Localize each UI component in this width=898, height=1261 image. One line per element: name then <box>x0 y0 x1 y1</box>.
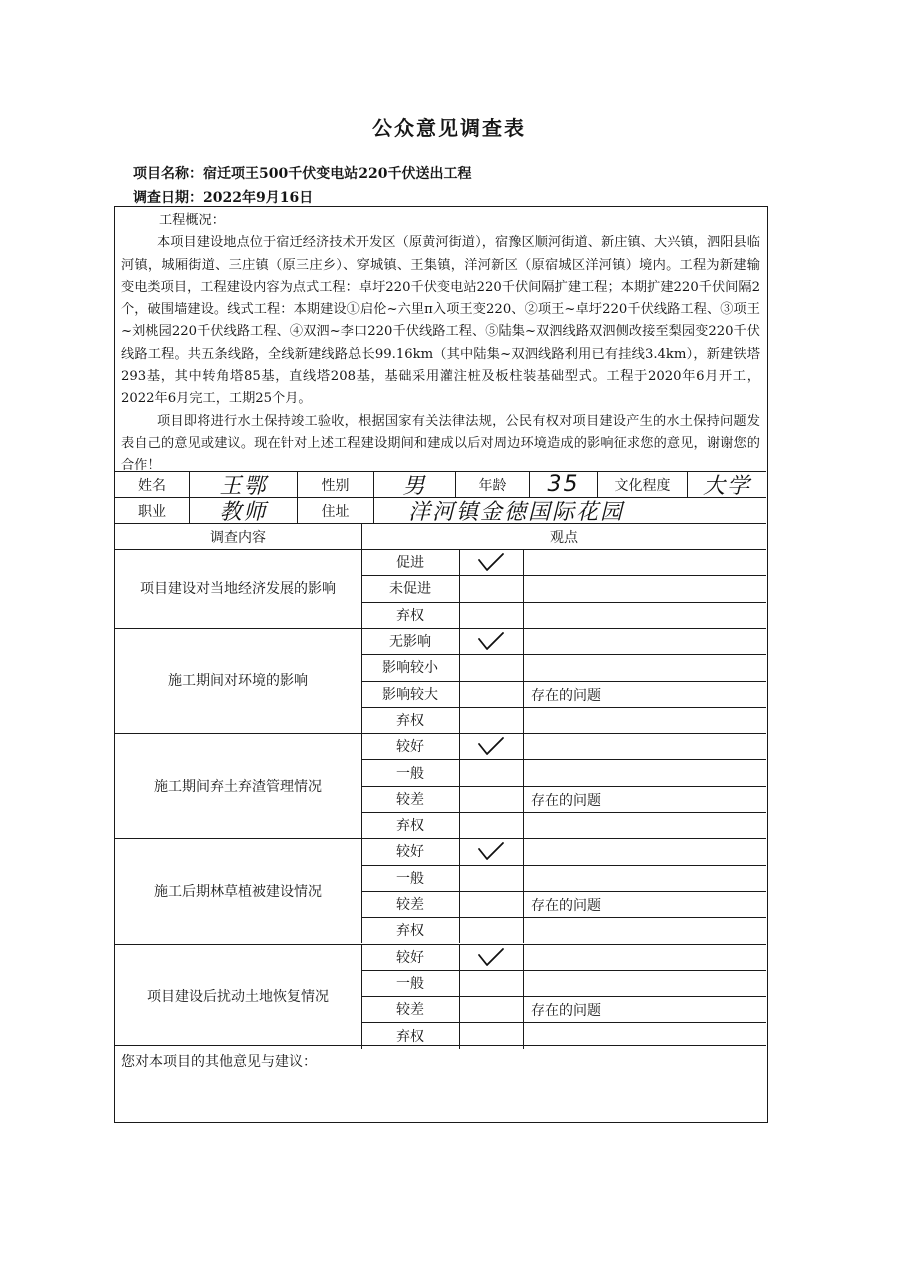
option-label: 促进 <box>396 555 424 572</box>
issue-label: 存在的问题 <box>531 687 601 704</box>
gender-label: 性别 <box>297 472 373 497</box>
option-label: 较好 <box>396 844 424 861</box>
project-name-label: 项目名称： <box>133 166 203 182</box>
option-label: 一般 <box>396 975 424 992</box>
option-checkbox[interactable] <box>459 865 523 891</box>
gender-value[interactable]: 男 <box>373 472 455 497</box>
option-checkbox[interactable] <box>459 891 523 917</box>
survey-question: 项目建设后扰动土地恢复情况 <box>147 989 329 1006</box>
option-checkbox[interactable] <box>459 759 523 785</box>
option-label: 一般 <box>396 870 424 887</box>
address-value[interactable]: 洋河镇金徳国际花园 <box>373 498 766 523</box>
option-checkbox[interactable] <box>459 838 523 864</box>
option-checkbox[interactable] <box>459 628 523 654</box>
survey-question: 项目建设对当地经济发展的影响 <box>140 581 336 598</box>
survey-date: 2022年9月16日 <box>203 190 314 206</box>
option-label: 未促进 <box>389 581 431 598</box>
checkmark-icon <box>476 735 506 757</box>
option-checkbox[interactable] <box>459 707 523 733</box>
project-overview <box>115 207 766 474</box>
checkmark-icon <box>476 840 506 862</box>
table-header-row <box>115 523 766 549</box>
option-label: 影响较小 <box>382 660 438 677</box>
survey-question: 施工后期林草植被建设情况 <box>154 883 322 900</box>
occupation-label: 职业 <box>138 503 166 520</box>
option-checkbox[interactable] <box>459 812 523 838</box>
issue-label: 存在的问题 <box>531 1003 601 1020</box>
option-checkbox[interactable] <box>459 575 523 601</box>
checkmark-icon <box>476 946 506 968</box>
checkmark-icon <box>476 630 506 652</box>
project-name-line <box>133 163 471 183</box>
survey-question: 施工期间弃土弃渣管理情况 <box>154 778 322 795</box>
option-checkbox[interactable] <box>459 944 523 970</box>
option-label: 一般 <box>396 765 424 782</box>
address-label: 住址 <box>297 498 373 523</box>
overview-paragraph-1: 本项目建设地点位于宿迁经济技术开发区（原黄河街道），宿豫区顺河街道、新庄镇、大兴镇，泗阳县临河镇，城厢街道、三庄镇（原三庄乡）、穿城镇、王集镇，洋河新区（原宿城区洋河镇）境内。工程为新建输变电类项目，工程建设内容为点式工程：卓圩220千伏变电站220千伏间隔扩建工程；本期扩建220千伏间隔2个，破围墙建设。线式工程：本期建设①启伦~六里π入项王变220、②项王~卓圩220千伏线路工程、③项王~刘桃园220千伏线路工程、④双泗~李口220千伏线路工程、⑤陆集~双泗线路双泗侧改接至梨园变220千伏线路工程。共五条线路，全线新建线路总长99.16km（其中陆集~双泗线路利用已有挂线3.4km），新建铁塔293基，其中转角塔85基，直线塔208基，基础采用灌注桩及板柱装基础型式。工程于2020年6月开工，2022年6月完工，工期25个月。 <box>121 235 760 407</box>
option-checkbox[interactable] <box>459 602 523 628</box>
column-divider <box>523 549 524 628</box>
option-checkbox[interactable] <box>459 1022 523 1048</box>
option-label: 较好 <box>396 739 424 756</box>
option-checkbox[interactable] <box>459 786 523 812</box>
option-label: 弃权 <box>396 607 424 624</box>
option-checkbox[interactable] <box>459 681 523 707</box>
occupation-value[interactable]: 教师 <box>189 498 297 523</box>
survey-form <box>114 206 768 1123</box>
option-checkbox[interactable] <box>459 996 523 1022</box>
name-label: 姓名 <box>138 477 166 494</box>
option-label: 无影响 <box>389 634 431 651</box>
option-checkbox[interactable] <box>459 654 523 680</box>
header-opinion: 观点 <box>361 524 766 549</box>
option-label: 弃权 <box>396 1028 424 1045</box>
option-label: 较差 <box>396 791 424 808</box>
option-label: 较差 <box>396 1002 424 1019</box>
option-label: 影响较大 <box>382 686 438 703</box>
header-content: 调查内容 <box>210 529 266 546</box>
project-name: 宿迁项王500千伏变电站220千伏送出工程 <box>203 166 472 182</box>
option-checkbox[interactable] <box>459 733 523 759</box>
respondent-row-1 <box>115 471 766 497</box>
option-label: 弃权 <box>396 712 424 729</box>
overview-paragraph-2: 项目即将进行水土保持竣工验收，根据国家有关法律法规，公民有权对项目建设产生的水土保持问题发表自己的意见或建议。现在针对上述工程建设期间和建成以后对周边环境造成的影响征求您的意见，谢谢您的合作！ <box>121 413 760 474</box>
issue-label: 存在的问题 <box>531 897 601 914</box>
other-suggestions-field[interactable] <box>115 1073 766 1121</box>
other-suggestions-label: 您对本项目的其他意见与建议： <box>121 1054 317 1070</box>
page-title: 公众意见调查表 <box>372 116 526 140</box>
option-checkbox[interactable] <box>459 917 523 943</box>
checkmark-icon <box>476 551 506 573</box>
education-value[interactable]: 大学 <box>687 472 766 497</box>
survey-date-label: 调查日期： <box>133 190 203 206</box>
option-label: 弃权 <box>396 923 424 940</box>
survey-date-line <box>133 187 313 207</box>
option-label: 较差 <box>396 897 424 914</box>
respondent-row-2 <box>115 497 766 523</box>
option-label: 较好 <box>396 949 424 966</box>
education-label: 文化程度 <box>597 472 687 497</box>
survey-question: 施工期间对环境的影响 <box>168 673 308 690</box>
option-checkbox[interactable] <box>459 970 523 996</box>
overview-heading: 工程概况： <box>159 213 225 228</box>
age-label: 年龄 <box>455 472 529 497</box>
option-label: 弃权 <box>396 818 424 835</box>
option-checkbox[interactable] <box>459 549 523 575</box>
issue-label: 存在的问题 <box>531 792 601 809</box>
name-value[interactable]: 王鄂 <box>189 472 297 497</box>
age-value[interactable]: 35 <box>529 472 597 497</box>
